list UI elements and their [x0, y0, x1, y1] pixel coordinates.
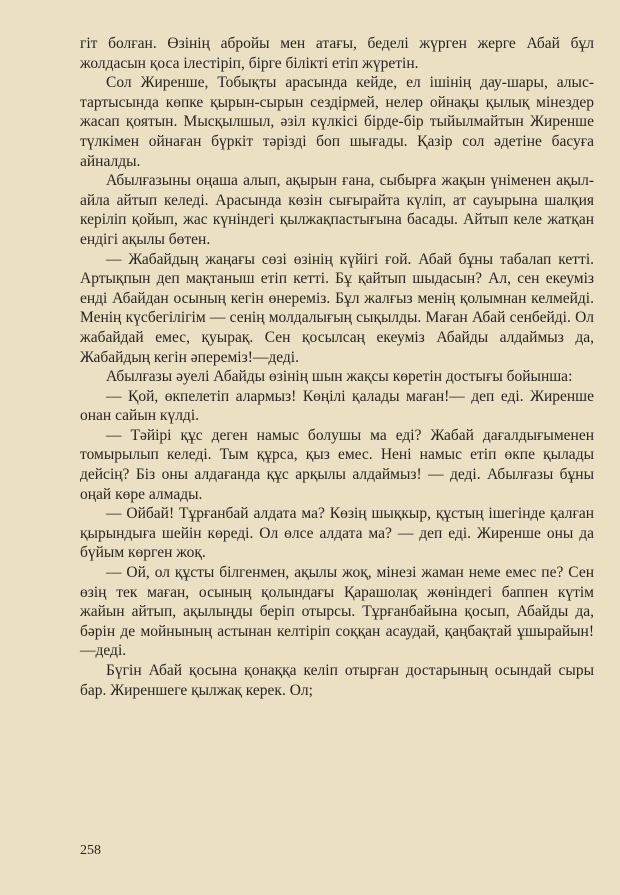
paragraph: — Ойбай! Тұрғанбай алдата ма? Көзің шықкыр, құстың ішегінде қалған қырындыға шейін көреді. Ол өлсе алдата ма? — деп еді. Жиренше оны да бүйым көрген жоқ.: [80, 505, 594, 562]
paragraph: Бүгін Абай қосына қонаққа келіп отырған достарының осындай сыры бар. Жиреншеге қылжақ керек. Ол;: [80, 662, 594, 699]
paragraph: Абылғазыны оңаша алып, ақырын ғана, сыбырға жақын үніменен ақыл-айла айтып келеді. Арасында көзін сығырайта күліп, ат сауырына шалқия керіліп қойып, жас күніндегі қылжақпастығына басады. Айтып келе жатқан ендігі ақылы бөтен.: [80, 172, 594, 248]
paragraph: гіт болған. Өзінің абройы мен атағы, беделі жүрген жерге Абай бұл жолдасын қоса ілестіріп, бірге біліктi етіп жүретін.: [80, 35, 594, 72]
paragraph: — Жабайдың жаңағы сөзі өзінің күйігі ғой. Абай бұны табалап кетті. Артықпын деп мақтаныш етіп кетті. Бұ қайтып шыдасын? Ал, сен екеуміз енді Абайдан осының кегін өнереміз. Бұл жалғыз менің қолымнан келмейді. Менің күсбегілігім — сенің молдалығың сықылды. Маған Абай сенбейді. Ол жабайдай емес, қуырақ. Сен қосылсаң екеуміз Абайды алдаймыз да, Жабайдың кегін әпереміз!—деді.: [80, 250, 594, 366]
paragraph: Сол Жиренше, Тобықты арасында кейде, ел ішінің дау-шары, алыс-тартысында көпке қырын-сырын сездірмей, нелер ойнақы қылық мінездер жасап қоятын. Мысқылшыл, әзіл күлкісі бірде-бір тыйылмайтын Жиренше түлкімен ойнаған бүркіт тәрізді боп шығады. Қазір сол әдетіне басуға айналды.: [80, 74, 594, 170]
page-number: 258: [80, 843, 101, 858]
paragraph: Абылғазы әуелі Абайды өзінің шын жақсы көретін достығы бойынша:: [106, 368, 573, 386]
paragraph: — Тәйірі құс деген намыс болушы ма еді? Жабай дағалдығыменен томырылып келеді. Тым құрса, қыз емес. Нені намыс етіп өкпе қылады дейсің? Біз оны алдағанда құс арқылы алдаймыз! — деді. Абылғазы бұны оңай көре алмады.: [80, 426, 594, 503]
paragraph: — Ой, ол құсты білгенмен, ақылы жоқ, мінезі жаман неме емес пе? Сен өзің тек маған, осының қолындағы Қарашолақ жөніндегі баппен күтім жайын айтып, ақылыңды беріп отырсы. Тұрғанбайына қосып, Абайды да, бәрін де мойнының астынан келтіріп соққан асаудай, қаңбақтай ұшырайын!—деді.: [80, 564, 594, 660]
body-text: [80, 34, 594, 700]
paragraph: — Қой, өкпелетіп алармыз! Көңілі қалады маған!— деп еді. Жиренше онан сайын күлді.: [80, 387, 594, 425]
